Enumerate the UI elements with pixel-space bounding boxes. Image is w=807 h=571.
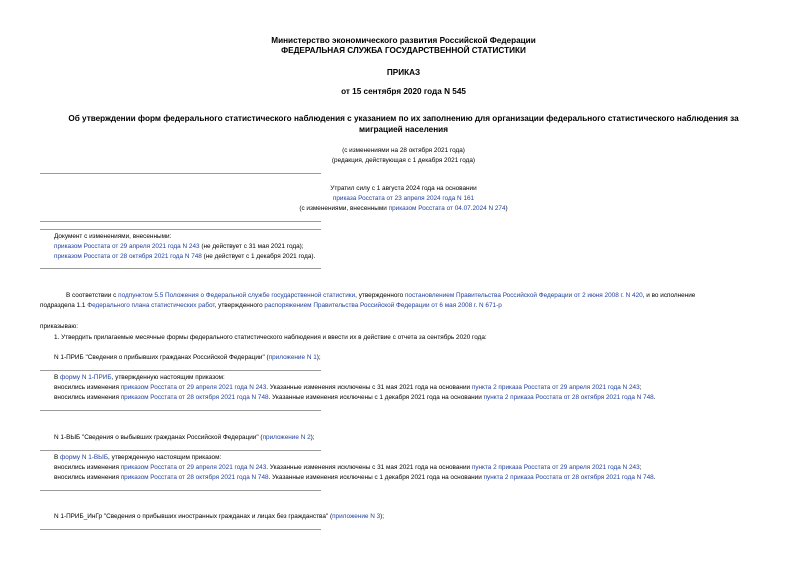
form-1-prib [54, 354, 321, 362]
appendix-2-link[interactable]: приложение N 2 [262, 434, 311, 441]
preamble-text: , утвержденного [214, 302, 265, 309]
preamble-text: подраздела 1.1 [40, 302, 88, 309]
expiry-amend-suffix: ) [505, 205, 508, 212]
preamble-text: , утвержденного [355, 292, 405, 299]
form-2-note [54, 454, 221, 462]
appendix-3-link[interactable]: приложение N 3 [332, 513, 381, 520]
preamble-line2 [40, 302, 502, 310]
changes-item [54, 243, 304, 251]
document-title-line2: миграцией населения [359, 125, 448, 134]
order-243-link[interactable]: приказом Росстата от 29 апреля 2021 года N 243 [120, 464, 267, 471]
order-item-1: 1. Утвердить прилагаемые месячные формы федерального статистического наблюдения и ввести их в действие с отчета за сентябрь 2020 года: [54, 334, 487, 341]
note-suffix: , утвержденную настоящим приказом: [108, 454, 222, 461]
form-tail: ); [316, 354, 321, 361]
change-line-748 [54, 474, 655, 482]
change-mid: . Указанные изменения исключены с 1 декабря 2021 года на основании [268, 474, 484, 481]
changes-item [54, 253, 315, 261]
preamble-text: В соответствии с [66, 292, 119, 299]
form-title: N 1-ВЫБ "Сведения о выбывших гражданах Российской Федерации" ( [54, 434, 263, 441]
preamble-line1 [66, 292, 695, 300]
change-mid: . Указанные изменения исключены с 31 мая 2021 года на основании [266, 384, 472, 391]
divider [40, 490, 321, 491]
divider [40, 450, 321, 451]
change-item-suffix: (не действует с 31 мая 2021 года); [199, 243, 304, 250]
regulation-link[interactable]: подпунктом 5.5 Положения о Федеральной службе государственной статистики [118, 292, 356, 299]
expiry-amend-prefix: (с изменениями, внесенными [299, 205, 389, 212]
change-mid: . Указанные изменения исключены с 1 декабря 2021 года на основании [268, 394, 484, 401]
order-243-clause-link[interactable]: пункта 2 приказа Росстата от 29 апреля 2021 года N 243 [471, 384, 640, 391]
note-prefix: В [54, 374, 61, 381]
form-1-vyb-link[interactable]: форму N 1-ВЫБ [60, 454, 109, 461]
form-tail: ); [380, 513, 385, 520]
form-1-prib-link[interactable]: форму N 1-ПРИБ [60, 374, 112, 381]
change-line-243 [54, 464, 641, 472]
note-prefix: В [54, 454, 61, 461]
expiry-text: Утратил силу с 1 августа 2024 года на основании [330, 185, 477, 192]
ministry-name: Министерство экономического развития Российской Федерации [271, 36, 536, 45]
change-order-748-link[interactable]: приказом Росстата от 28 октября 2021 года N 748 [54, 253, 202, 260]
service-name: ФЕДЕРАЛЬНАЯ СЛУЖБА ГОСУДАРСТВЕННОЙ СТАТИСТИКИ [281, 46, 526, 55]
form-1-note [54, 374, 225, 382]
form-title: N 1-ПРИБ "Сведения о прибывших гражданах Российской Федерации" ( [54, 354, 269, 361]
order-748-clause-link[interactable]: пункта 2 приказа Росстата от 28 октября 2021 года N 748 [483, 474, 654, 481]
expiry-amend-link[interactable]: приказом Росстата от 04.07.2024 N 274 [388, 205, 506, 212]
document-title-line1: Об утверждении форм федерального статистического наблюдения с указанием по их заполнению для организации федерального статистического наблюдения за [68, 114, 739, 123]
expiry-amendment-row [0, 205, 807, 213]
change-prefix: вносились изменения [54, 394, 121, 401]
order-243-link[interactable]: приказом Росстата от 29 апреля 2021 года N 243 [120, 384, 267, 391]
form-title: N 1-ПРИБ_ИнГр "Сведения о прибывших иностранных гражданах и лицах без гражданства" ( [54, 513, 333, 520]
change-end: . [653, 474, 656, 481]
divider [40, 221, 321, 222]
appendix-1-link[interactable]: приложение N 1 [268, 354, 317, 361]
change-end: . [653, 394, 656, 401]
changes-intro: Документ с изменениями, внесенными: [54, 233, 172, 240]
change-prefix: вносились изменения [54, 384, 121, 391]
order-word: приказываю: [40, 323, 78, 330]
expiry-order-row [0, 195, 807, 203]
form-1-vyb [54, 434, 315, 442]
order-243-clause-link[interactable]: пункта 2 приказа Росстата от 29 апреля 2021 года N 243 [471, 464, 640, 471]
change-prefix: вносились изменения [54, 474, 121, 481]
change-end: ; [639, 384, 642, 391]
amendments-note: (с изменениями на 28 октября 2021 года) [342, 147, 465, 154]
change-prefix: вносились изменения [54, 464, 121, 471]
government-order-link[interactable]: распоряжением Правительства Российской Федерации от 6 мая 2008 г. N 671-р [264, 302, 502, 309]
divider [40, 173, 321, 174]
note-suffix: , утвержденную настоящим приказом: [111, 374, 225, 381]
divider [40, 529, 321, 530]
form-tail: ); [310, 434, 315, 441]
change-line-748 [54, 394, 655, 402]
government-decree-link[interactable]: постановлением Правительства Российской Федерации от 2 июня 2008 г. N 420 [404, 292, 643, 299]
divider [40, 370, 321, 371]
order-748-link[interactable]: приказом Росстата от 28 октября 2021 года N 748 [120, 394, 269, 401]
document-type: ПРИКАЗ [386, 68, 421, 77]
expiry-order-link[interactable]: приказа Росстата от 23 апреля 2024 года N 161 [332, 195, 475, 202]
form-1-prib-ingr [54, 513, 384, 521]
change-end: ; [639, 464, 642, 471]
divider [40, 268, 321, 269]
change-item-suffix: (не действует с 1 декабря 2021 года). [201, 253, 316, 260]
change-mid: . Указанные изменения исключены с 31 мая 2021 года на основании [266, 464, 472, 471]
divider [40, 229, 321, 230]
change-order-243-link[interactable]: приказом Росстата от 29 апреля 2021 года N 243 [54, 243, 200, 250]
order-748-clause-link[interactable]: пункта 2 приказа Росстата от 28 октября 2021 года N 748 [483, 394, 654, 401]
divider [40, 410, 321, 411]
statistical-plan-link[interactable]: Федерального плана статистических работ [87, 302, 215, 309]
order-748-link[interactable]: приказом Росстата от 28 октября 2021 года N 748 [120, 474, 269, 481]
edition-note: (редакция, действующая с 1 декабря 2021 года) [331, 157, 476, 164]
preamble-text: , и во исполнение [642, 292, 696, 299]
document-date: от 15 сентября 2020 года N 545 [341, 87, 466, 96]
change-line-243 [54, 384, 641, 392]
